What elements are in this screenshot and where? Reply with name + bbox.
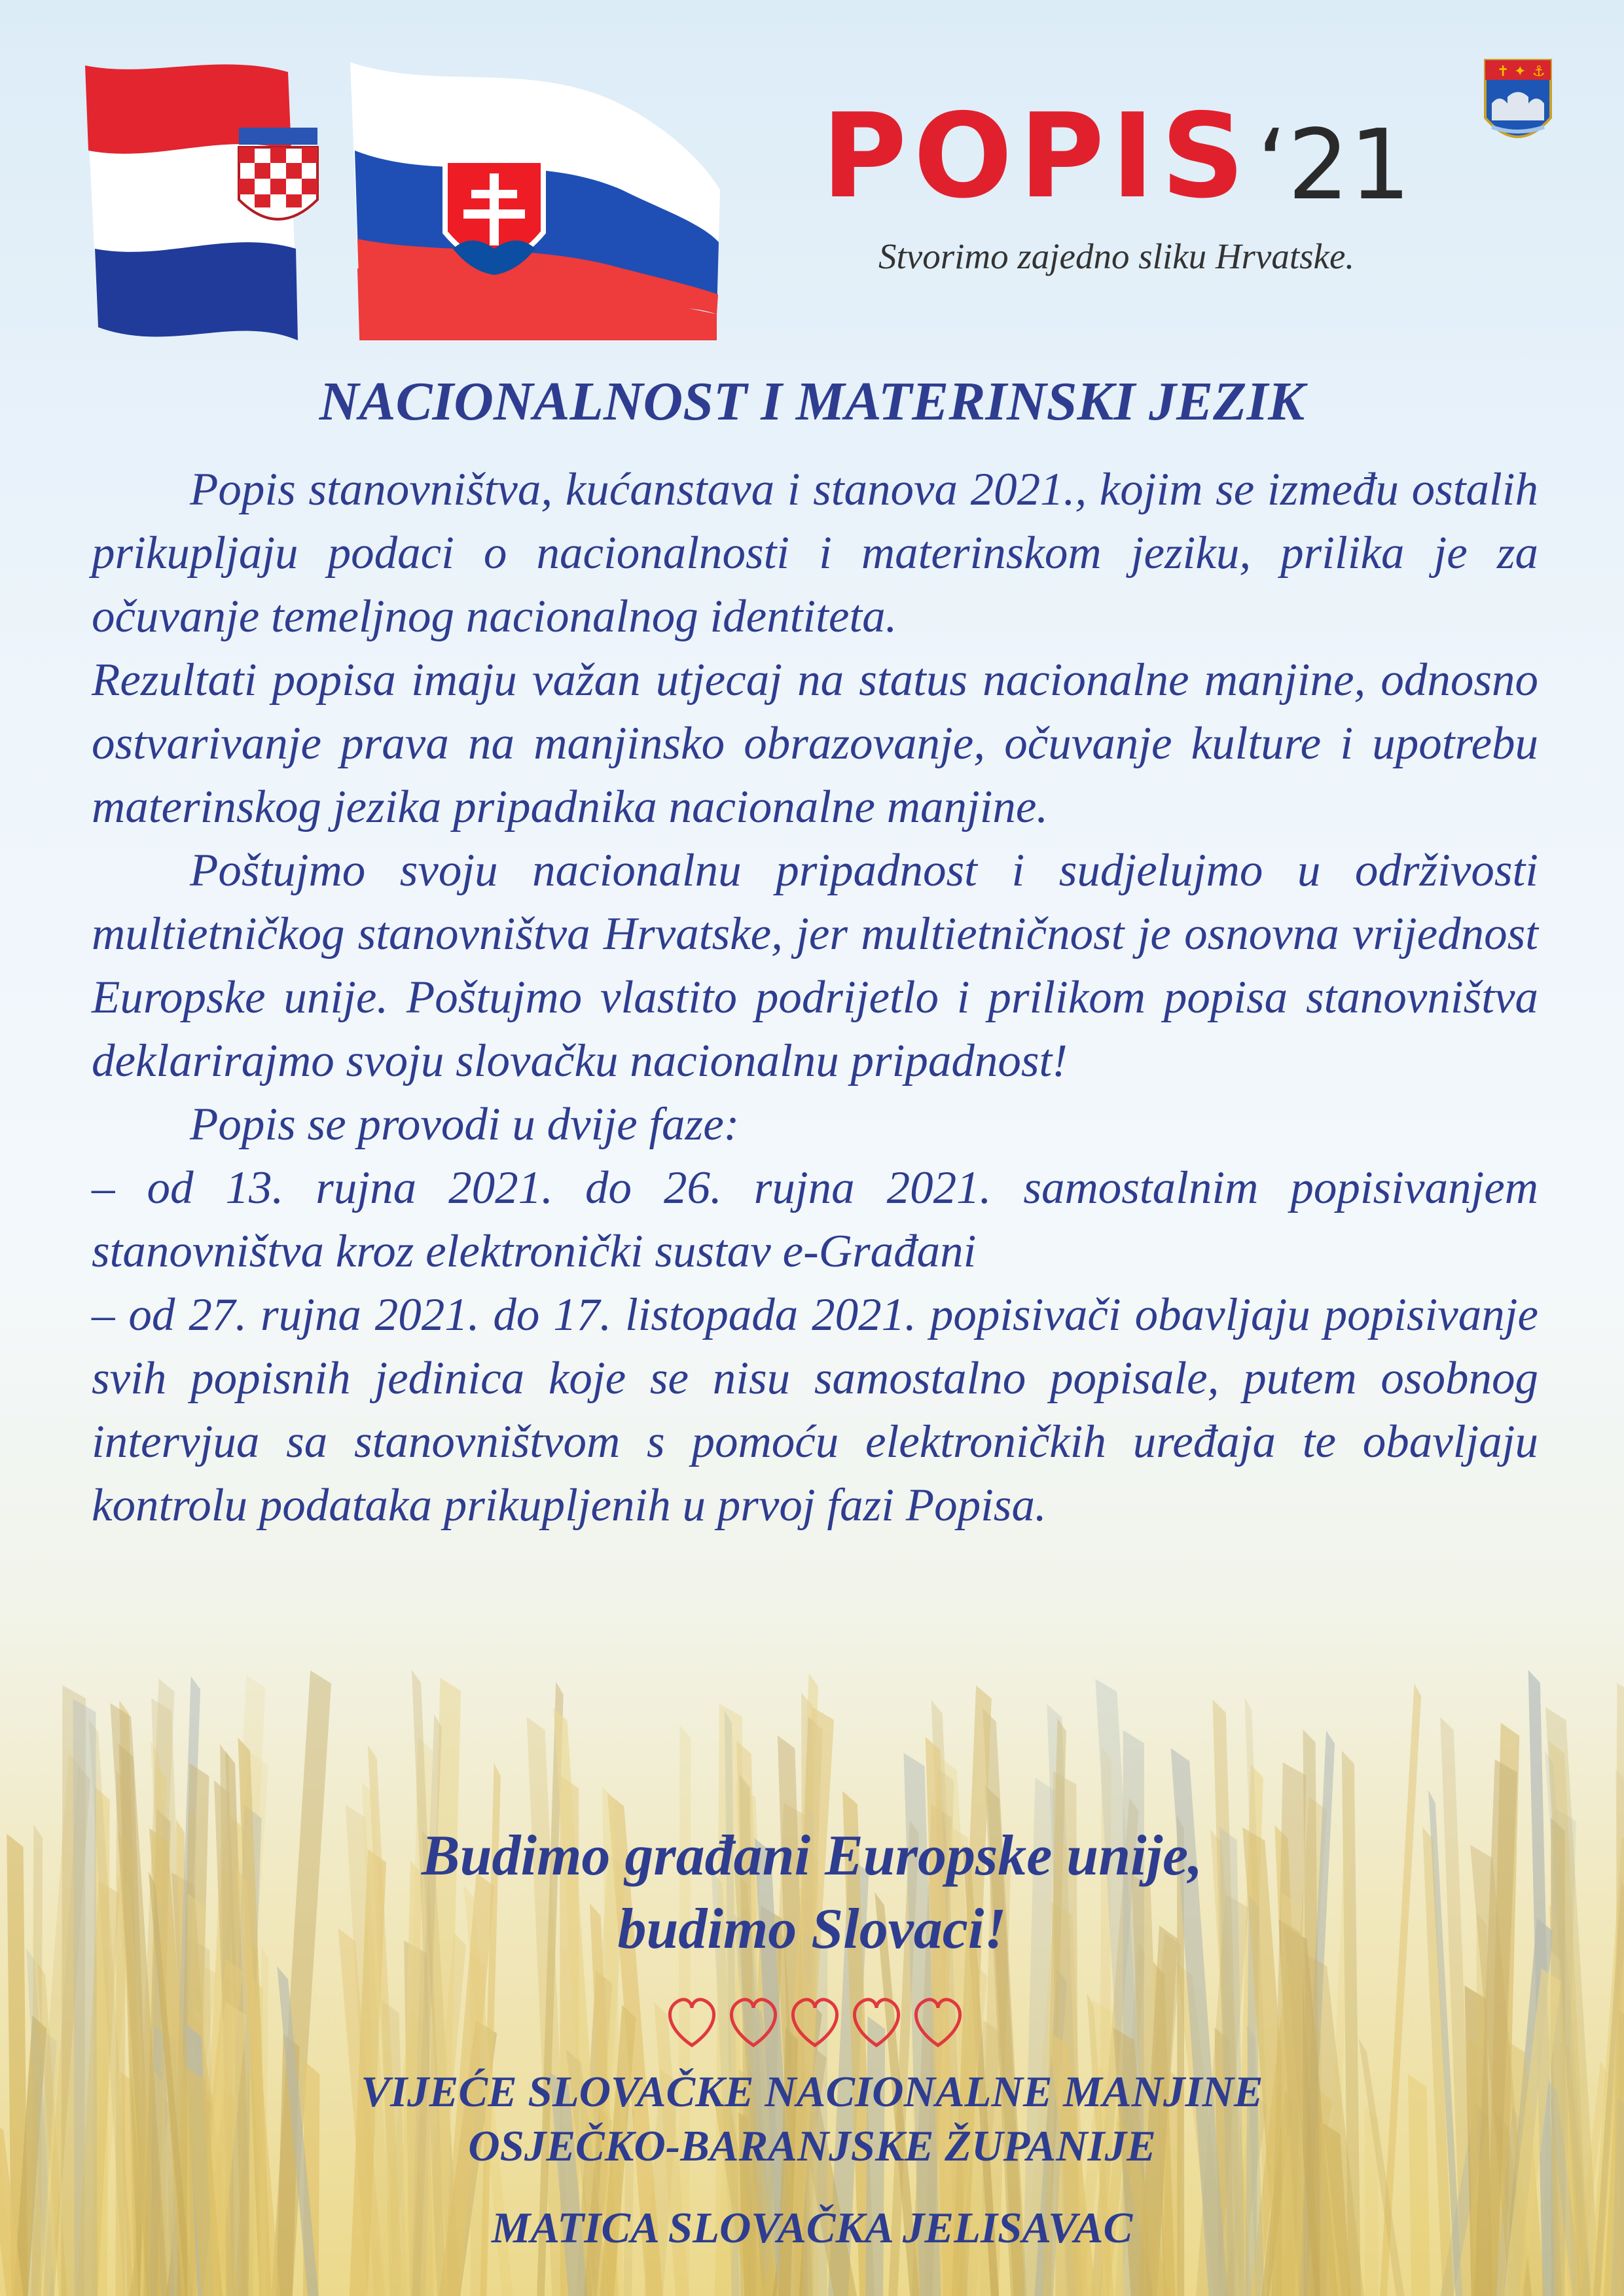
organization-signature xyxy=(0,2065,1624,2255)
paragraph-phase-one: – od 13. rujna 2021. do 26. rujna 2021. samostalnim popisivanjem stanovništva kroz elektronički sustav e-Građani xyxy=(92,1162,1538,1277)
slogan-line-2: budimo Slovaci! xyxy=(617,1897,1007,1961)
paragraph-phase-two: – od 27. rujna 2021. do 17. listopada 2021. popisivači obavljaju popisivanje svih popisnih jedinica koje se nisu samostalno popisale, putem osobnog intervjua sa stanovništvom s pomoću elektroničkih uređaja te obavljaju kontrolu podataka prikupljenih u prvoj fazi Popisa. xyxy=(92,1289,1538,1531)
svg-text:✝: ✝ xyxy=(1497,63,1509,80)
county-coat-of-arms-icon xyxy=(1483,58,1553,147)
paragraph-appeal: Poštujmo svoju nacionalnu pripadnost i sudjelujmo u održivosti multietničkog stanovništva Hrvatske, jer multietničnost je osnovna vrijednost Europske unije. Poštujmo vlastito podrijetlo i prilikom popisa stanovništva deklarirajmo svoju slovačku nacionalnu pripadnost! xyxy=(92,845,1538,1086)
croatian-flag-icon xyxy=(85,64,317,340)
closing-slogan xyxy=(0,1820,1624,1966)
slogan-line-1: Budimo građani Europske unije, xyxy=(421,1824,1203,1888)
body-text xyxy=(92,458,1538,1537)
org-line-3: MATICA SLOVAČKA JELISAVAC xyxy=(491,2204,1133,2252)
svg-text:⚓: ⚓ xyxy=(1532,63,1545,80)
popis-logo-year: ‘21 xyxy=(1257,109,1411,221)
paragraph-intro: Popis stanovništva, kućanstava i stanova 2021., kojim se između ostalih prikupljaju podaci o nacionalnosti i materinskom jeziku, prilika je za očuvanje temeljnog nacionalnog identiteta. xyxy=(92,464,1538,642)
slovak-flag-icon xyxy=(350,62,720,340)
svg-text:✦: ✦ xyxy=(1514,63,1526,80)
org-line-1: VIJEĆE SLOVAČKE NACIONALNE MANJINE xyxy=(361,2068,1263,2116)
page-title: NACIONALNOST I MATERINSKI JEZIK xyxy=(319,371,1305,432)
popis-logo: POPIS xyxy=(821,88,1252,224)
org-line-2: OSJEČKO-BARANJSKE ŽUPANIJE xyxy=(468,2122,1156,2170)
flags-illustration xyxy=(72,52,733,340)
paragraph-phases: Popis se provodi u dvije faze: xyxy=(190,1099,740,1150)
hearts-ornament-icon xyxy=(661,1990,969,2055)
paragraph-results: Rezultati popisa imaju važan utjecaj na status nacionalne manjine, odnosno ostvarivanje prava na manjinsko obrazovanje, očuvanje kulture i upotrebu materinskog jezika pripadnika nacionalne manjine. xyxy=(92,655,1538,833)
popis-logo-slogan: Stvorimo zajedno sliku Hrvatske. xyxy=(878,236,1355,276)
